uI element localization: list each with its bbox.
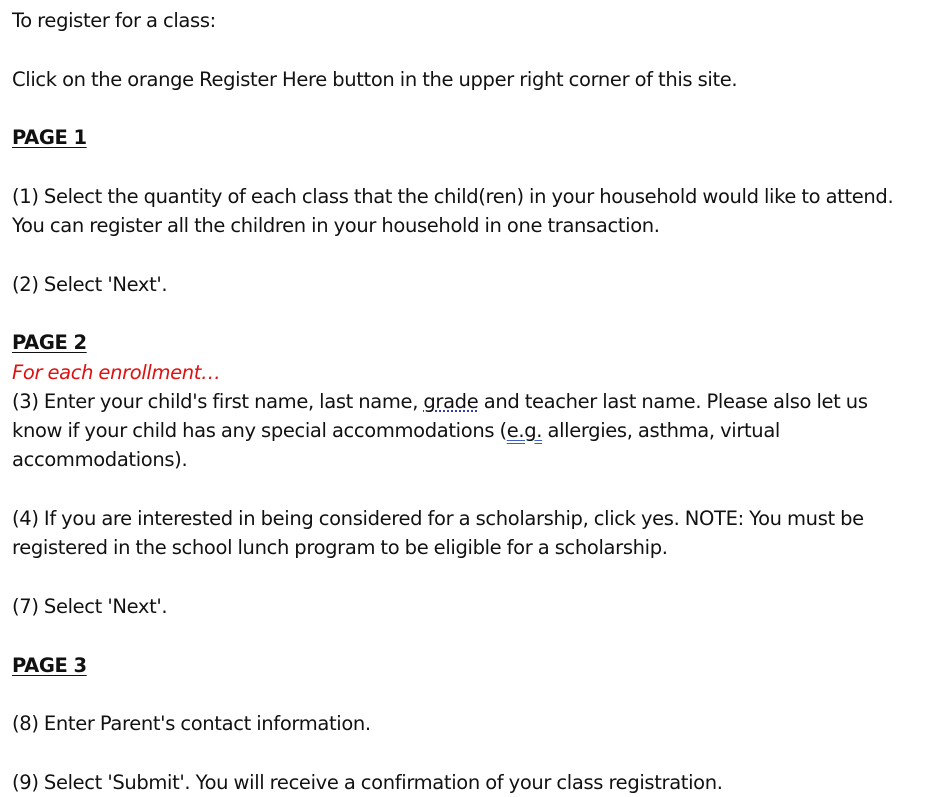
spacer	[12, 94, 942, 123]
document-body	[12, 6, 942, 797]
page2-note: For each enrollment…	[12, 360, 221, 384]
spacer	[12, 152, 942, 181]
step1-line2: You can register all the children in your household in one transaction.	[12, 214, 660, 238]
step2: (2) Select 'Next'.	[12, 272, 168, 296]
step3-text-b: and teacher last name. Please also let us	[478, 389, 868, 413]
spacer	[12, 240, 942, 269]
spacer	[12, 680, 942, 709]
step7: (7) Select 'Next'.	[12, 594, 168, 618]
intro-instruction: Click on the orange Register Here button in the upper right corner of this site.	[12, 67, 738, 91]
spacer	[12, 621, 942, 650]
step9: (9) Select 'Submit'. You will receive a confirmation of your class registration.	[12, 770, 723, 794]
step3-line1	[12, 387, 942, 416]
step4-line2: registered in the school lunch program to be eligible for a scholarship.	[12, 536, 668, 560]
spacer	[12, 299, 942, 328]
page3-heading: PAGE 3	[12, 653, 87, 677]
step3-text-a: (3) Enter your child's first name, last name,	[12, 389, 424, 413]
step8: (8) Enter Parent's contact information.	[12, 712, 371, 736]
step3-text-c: know if your child has any special accommodations (	[12, 419, 507, 443]
spacer	[12, 35, 942, 64]
spacer	[12, 563, 942, 592]
grammar-flag-eg[interactable]: e.g.	[506, 419, 543, 443]
grammar-flag-grade[interactable]: grade	[423, 389, 479, 413]
step3-text-d: allergies, asthma, virtual	[542, 419, 780, 443]
intro-title: To register for a class:	[12, 9, 216, 32]
step4-line1: (4) If you are interested in being considered for a scholarship, click yes. NOTE: You must be	[12, 507, 864, 531]
spacer	[12, 738, 942, 767]
spacer	[12, 475, 942, 504]
step3-line2	[12, 416, 942, 445]
page2-heading: PAGE 2	[12, 331, 87, 355]
step3-line3: accommodations).	[12, 448, 188, 472]
page1-heading: PAGE 1	[12, 126, 87, 150]
step1-line1: (1) Select the quantity of each class that the child(ren) in your household would like to attend.	[12, 184, 894, 208]
